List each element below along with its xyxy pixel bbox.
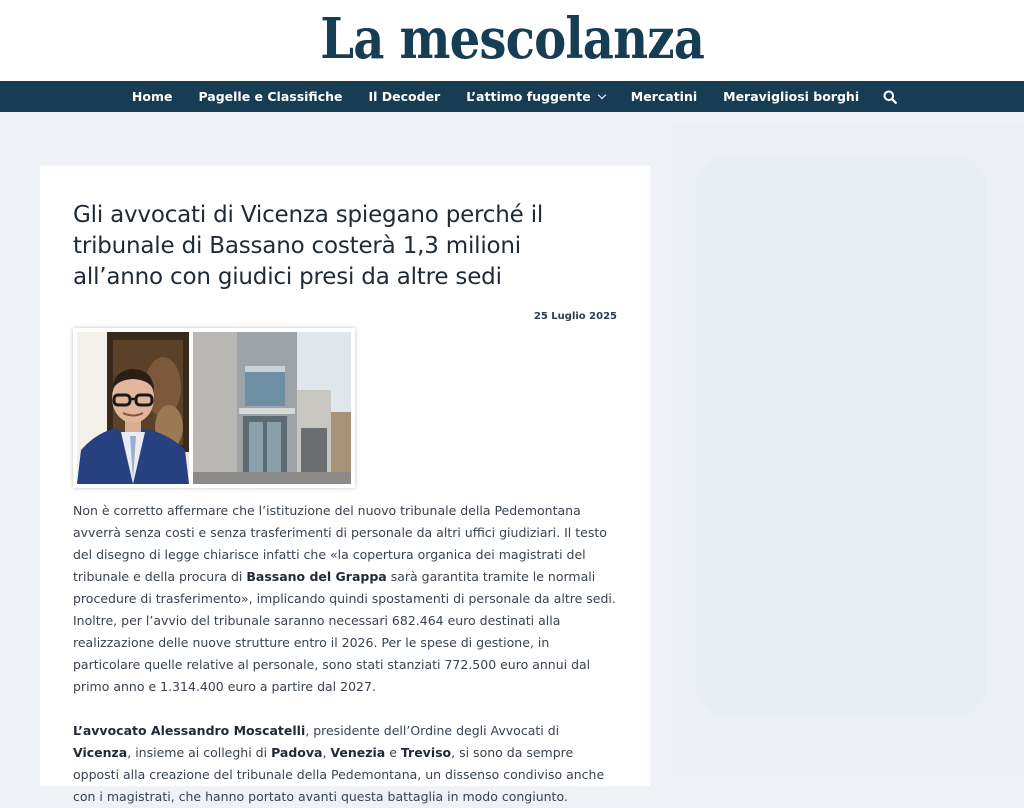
nav-item-label: Meravigliosi borghi [723,89,860,104]
nav-item-attimo-fuggente[interactable] [453,81,618,112]
nav-item-label: Pagelle e Classifiche [198,89,343,104]
site-header [0,0,1024,81]
site-logo[interactable]: La mescolanza [320,5,704,72]
paragraph-text: e [385,745,401,760]
main-nav [0,81,1024,112]
bold-text: Padova [271,745,323,760]
article-paragraph [73,500,617,698]
search-button[interactable] [874,81,905,112]
paragraph-text: , insieme ai colleghi di [127,745,272,760]
sidebar-ad-area [672,126,1024,776]
article-card [40,166,650,804]
nav-item-label: Home [131,89,173,104]
bold-text: Bassano del Grappa [246,569,387,584]
portrait-photo [77,332,189,484]
paragraph-text: , presidente dell’Ordine degli Avvocati di [305,723,560,738]
bold-text: L’avvocato Alessandro Moscatelli [73,723,306,738]
paragraph-text: sarà garantita tramite le normali procedure di trasferimento», implicando quindi spostamenti di personale da altre sedi. Inoltre, per l’avvio del tribunale saranno necessari 682.464 euro destinati alla realizzazione delle nuove strutture entro il 2026. Per le spese di gestione, in particolare quelle relative al personale, sono stati stanziati 772.500 euro annui dal primo anno e 1.314.400 euro a partire dal 2027. [73,569,616,694]
search-icon [883,90,897,104]
bold-text: Venezia [330,745,386,760]
article-paragraph [73,720,617,808]
nav-item-borghi[interactable] [710,81,872,112]
article-title: Gli avvocati di Vicenza spiegano perché il tribunale di Bassano costerà 1,3 milioni all’anno con giudici presi da altre sedi [73,202,544,290]
portrait-photo-graphic [77,332,189,484]
building-photo [193,332,351,484]
chevron-down-icon [598,90,606,98]
building-photo-graphic [193,332,351,484]
bold-text: Vicenza [73,745,128,760]
bold-text: Treviso [400,745,452,760]
article-body [73,500,617,808]
nav-item-mercatini[interactable] [618,81,710,112]
nav-item-home[interactable] [119,81,186,112]
nav-item-label: Mercatini [630,89,698,104]
sidebar-ad-placeholder [696,156,986,716]
paragraph-text: , [322,745,331,760]
nav-item-label: Il Decoder [368,89,441,104]
nav-item-decoder[interactable] [355,81,453,112]
paragraph-text: , si sono da sempre opposti alla creazione del tribunale della Pedemontana, un dissenso condiviso anche con i magistrati, che hanno portato avanti questa battaglia in modo congiunto. [73,745,605,804]
article-date: 25 Luglio 2025 [533,311,617,322]
nav-item-pagelle[interactable] [185,81,355,112]
featured-image[interactable] [73,328,355,488]
paragraph-text: Non è corretto affermare che l’istituzione del nuovo tribunale della Pedemontana avverrà senza costi e senza trasferimenti di personale da altri uffici giudiziari. Il testo del disegno di legge chiarisce infatti che «la copertura organica dei magistrati del tribunale e della procura di [73,503,607,584]
nav-item-label: L’attimo fuggente [466,89,591,104]
